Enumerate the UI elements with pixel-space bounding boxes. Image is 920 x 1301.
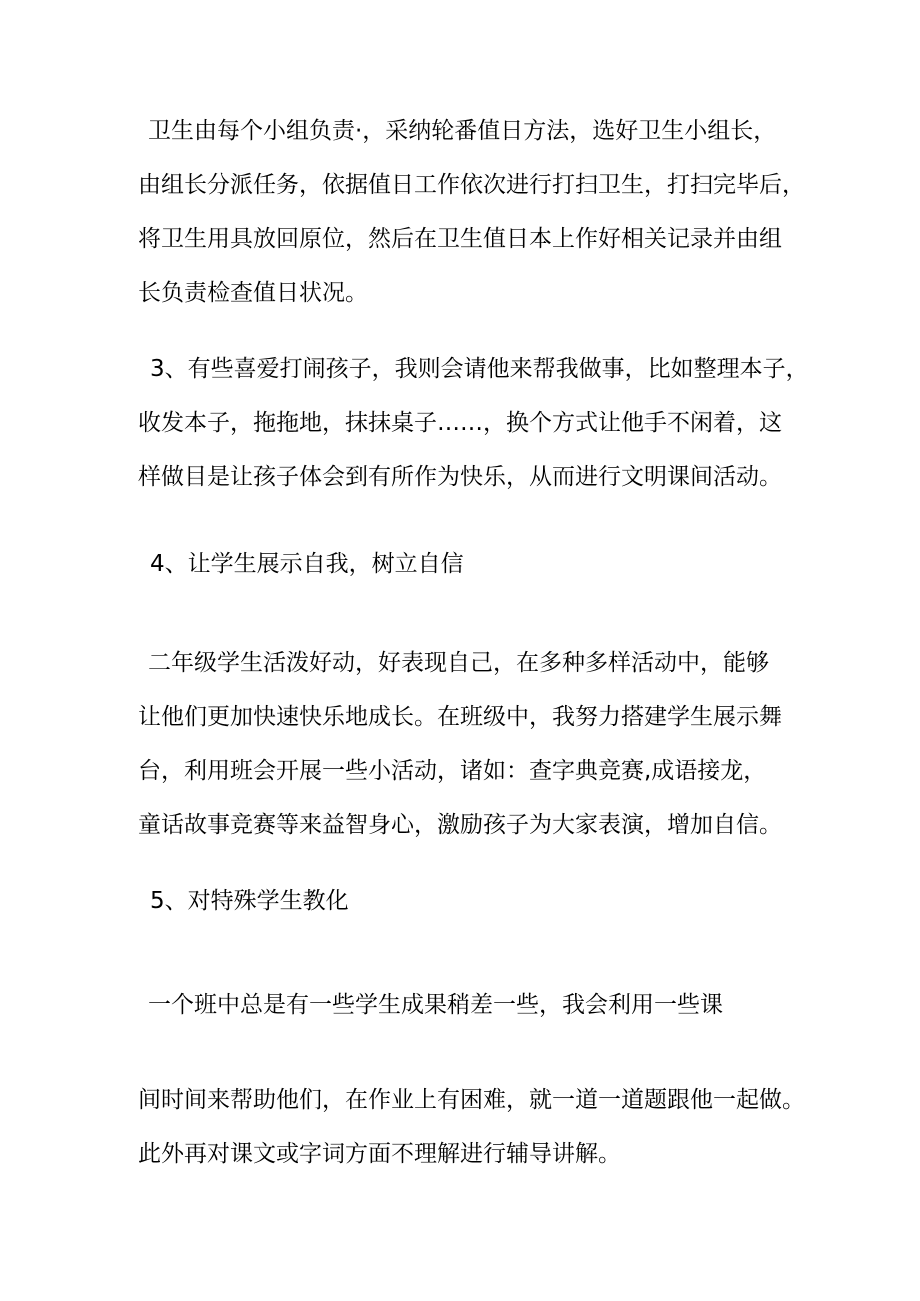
paragraph-item-3 [138,342,809,504]
paragraph-line: 由组长分派任务，依据值日工作依次进行打扫卫生，打扫完毕后， [138,172,805,198]
paragraph-line: 台，利用班会开展一些小活动，诸如：查字典竞赛,成语接龙， [138,758,767,784]
paragraph-hygiene [138,104,805,320]
paragraph-line: 一个班中总是有一些学生成果稍差一些，我会利用一些课 [148,992,723,1018]
section-heading: 5、对特殊学生教化 [150,888,349,914]
paragraph-line: 此外再对课文或字词方面不理解进行辅导讲解。 [138,1141,621,1167]
paragraph-line: 将卫生用具放回原位，然后在卫生值日本上作好相关记录并由组 [138,226,782,252]
paragraph-line: 3、有些喜爱打闹孩子，我则会请他来帮我做事，比如整理本子， [150,356,809,382]
paragraph-line: 让他们更加快速快乐地成长。在班级中，我努力搭建学生展示舞 [138,704,782,730]
paragraph-line: 卫生由每个小组负责·，采纳轮番值日方法，选好卫生小组长， [148,118,777,144]
paragraph-line: 童话故事竞赛等来益智身心，激励孩子为大家表演，增加自信。 [138,812,782,838]
paragraph-special-students [138,978,798,1032]
section-heading: 4、让学生展示自我，树立自信 [150,551,464,577]
heading-item-4 [138,537,798,591]
paragraph-line: 长负责检查值日状况。 [138,280,368,306]
heading-item-5 [138,874,798,928]
paragraph-tutoring [138,1073,805,1181]
paragraph-line: 间时间来帮助他们，在作业上有困难，就一道一道题跟他一起做。 [138,1087,805,1113]
paragraph-show-yourself [138,636,798,852]
paragraph-line: 收发本子，拖拖地，抹抹桌子……，换个方式让他手不闲着，这 [138,410,782,436]
paragraph-line: 二年级学生活泼好动，好表现自己，在多种多样活动中，能够 [148,650,769,676]
paragraph-line: 样做目是让孩子体会到有所作为快乐，从而进行文明课间活动。 [138,464,782,490]
